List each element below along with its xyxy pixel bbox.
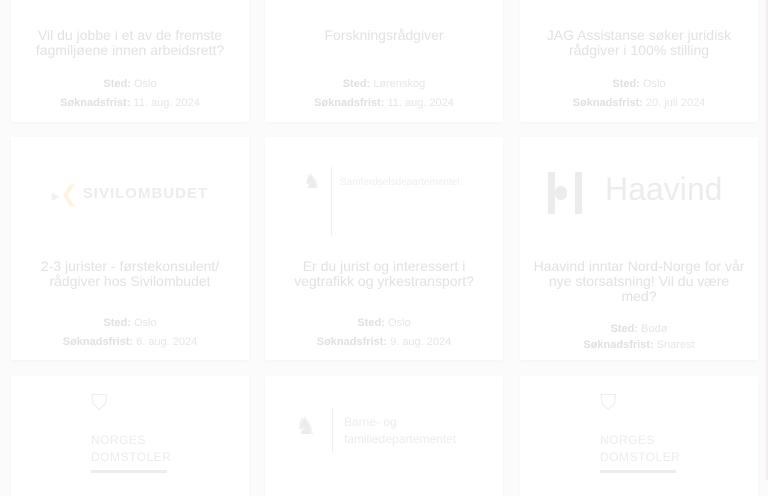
job-title[interactable]: Er du jurist og interessert i vegtrafikk og yrkestransport? [294,258,474,289]
logo-underline [91,470,167,473]
job-card[interactable] [265,376,503,496]
logo-text [344,414,503,448]
job-location [265,78,503,90]
logo-line: familiedepartementet [344,432,457,446]
job-deadline [265,336,503,348]
value: 11. aug. 2024 [133,97,200,109]
value: Oslo [387,317,411,329]
logo-line: DOMSTOLER [600,450,681,464]
job-deadline [11,97,249,109]
chevron-logo-icon: ❮ [59,181,79,206]
lion-crest-icon: ♞ [295,413,317,440]
job-title[interactable]: Haavind inntar Nord-Norge for vår nye storsatsning! Vil du være med? [533,258,745,304]
value: Snarest [656,339,695,351]
label: Sted: [103,317,131,329]
value: 6. aug. 2024 [136,336,198,348]
job-location [520,78,758,90]
logo-text [600,432,758,466]
label: Søknadsfrist: [316,336,388,348]
divider [332,408,333,453]
job-card[interactable] [11,0,249,122]
lion-crest-icon: ♞ [303,171,321,193]
coat-of-arms-icon: ⛉ [91,390,108,415]
job-title[interactable]: Vil du jobbe i et av de fremste fagmiljøene innen arbeidsrett? [35,27,225,58]
job-location [265,317,503,329]
job-card[interactable] [520,137,758,360]
job-title[interactable]: JAG Assistanse søker juridisk rådgiver i 100% stilling [546,27,732,58]
value: Oslo [133,317,157,329]
value: 9. aug. 2024 [390,336,452,348]
logo-underline [600,470,676,473]
label: Sted: [612,78,640,90]
label: Sted: [342,78,371,90]
value: Oslo [642,78,666,90]
value: Bodø [641,323,668,335]
job-card[interactable] [11,137,249,360]
job-card[interactable] [520,376,758,496]
value: 11. aug. 2024 [387,97,454,109]
divider [331,167,332,235]
job-location [11,78,249,90]
value: Oslo [133,78,157,90]
logo-line: NORGES [600,433,656,447]
job-card[interactable] [265,137,503,360]
label: Søknadsfrist: [62,336,134,348]
job-deadline [11,336,249,348]
job-deadline [265,97,503,109]
job-card[interactable] [265,0,503,122]
label: Sted: [357,317,385,329]
job-title[interactable]: 2-3 jurister - førstekonsulent/ rådgiver hos Sivilombudet [40,258,220,289]
job-location [11,317,249,329]
job-card[interactable] [520,0,758,122]
label: Søknadsfrist: [583,339,654,351]
label: Sted: [103,78,131,90]
job-deadline [520,97,758,109]
label: Søknadsfrist: [60,97,131,109]
logo-text: Samferdselsdepartementet [340,177,461,188]
logo-line: NORGES [91,433,147,447]
job-deadline [520,339,758,351]
job-title[interactable]: Forskningsrådgiver [324,27,444,43]
value: 20. juli 2024 [646,97,706,109]
coat-of-arms-icon: ⛉ [600,390,617,415]
logo-text: Haavind [605,171,723,207]
value: Lørenskog [373,78,426,90]
haavind-h-icon [548,172,582,214]
chevron-logo-icon: ▸ [51,188,60,205]
label: Søknadsfrist: [572,97,643,109]
logo-line: DOMSTOLER [91,450,172,464]
logo-text: SIVILOMBUDET [82,185,209,202]
label: Søknadsfrist: [314,97,385,109]
logo-line: Barne- og [344,415,397,429]
job-location [520,323,758,335]
label: Sted: [610,323,639,335]
job-card[interactable] [11,376,249,496]
company-logo [11,181,249,207]
logo-text [91,432,249,466]
